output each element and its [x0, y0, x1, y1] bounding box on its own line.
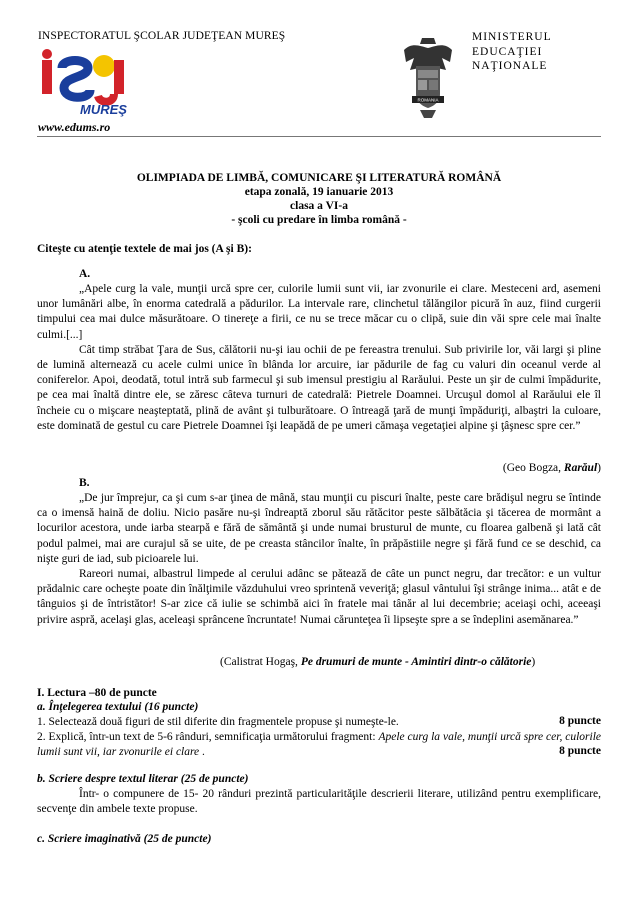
question-2-points: 8 puncte: [559, 745, 601, 757]
text-a-author: (Geo Bogza,: [502, 462, 564, 474]
text-b: [37, 491, 601, 628]
text-a: [37, 282, 601, 434]
text-b-author: (Calistrat Hogaş,: [220, 656, 301, 668]
section-1-title: I. Lectura –80 de puncte: [37, 687, 157, 699]
coat-of-arms-icon: [398, 32, 458, 124]
question-2-text: 2. Explică, într-un text de 5-6 rânduri, semnificaţia următorului fragment:: [37, 731, 379, 743]
text-b-label: B.: [79, 477, 90, 489]
grade: clasa a VI-a: [290, 200, 348, 212]
inspectorate-name: INSPECTORATUL ŞCOLAR JUDEŢEAN MUREŞ: [38, 30, 286, 42]
logo-text: MUREŞ: [80, 102, 127, 117]
subsection-b-title: b. Scriere despre textul literar (25 de puncte): [37, 773, 249, 785]
ministry-line-3: NAŢIONALE: [472, 60, 548, 72]
school-type: - şcoli cu predare în limba română -: [231, 214, 407, 226]
olympiad-title: OLIMPIADA DE LIMBĂ, COMUNICARE ŞI LITERATURĂ ROMÂNĂ: [136, 172, 502, 184]
question-1: 1. Selectează două figuri de stil diferite din fragmentele propuse şi numeşte-le.: [37, 716, 399, 728]
isj-mures-logo: [40, 48, 150, 118]
text-b-source: [220, 656, 535, 668]
question-1-points: 8 puncte: [559, 715, 601, 727]
text-b-close: ): [531, 656, 536, 668]
question-2: [37, 730, 601, 760]
ministry-name: [472, 30, 552, 74]
text-b-paragraph-2: Rareori numai, albastrul limpede al cerului adânc se pătează de câte un punct negru, dar trecător: e un vultur prădalnic care ocheşte poate din înălţimile văzduhului vreo sprintenă veveriţă; glasul vântului îşi strânge inima... atât e de tânguios şi de întristător! S-ar zice că iulie se schimbă aici în fratele mai tânăr al lui decembrie; aceiaşi ochi, aceeaşi privire aspră, acelaşi glas, aceleaşi sprâncene încruntate! Numai cărunteţea îi lipseşte spre a se îndeplini asemănarea.”: [37, 568, 601, 626]
header-divider: [37, 136, 601, 137]
website-link[interactable]: www.edums.ro: [38, 120, 111, 134]
crest-banner-text: ROMANIA: [417, 97, 439, 103]
text-a-close: ): [597, 462, 601, 474]
ministry-line-1: MINISTERUL: [472, 31, 552, 43]
text-b-paragraph-1: „De jur împrejur, ca şi cum s-ar ţinea de mână, stau munţii cu piscuri înalte, peste care brădişul negru se întinde ca o imensă haină de doliu. Nicio pasăre nu-şi îndreaptă zborul său rătăcitor peste sălbătăcia şi tăcerea de mormânt a locurilor acestora, unde iarba stearpă e fără de sământă şi unde numai brusturul de munte, cu floarea galbenă şi lată cât podul palmei, mai are curajul să se uite, de pe creasta stâncilor înalte, în prăpăstiile negre şi fără fund ce se deschid, ca nişte guri de iad, sub picioarele lui.: [37, 492, 601, 565]
reading-instruction: Citeşte cu atenţie textele de mai jos (A şi B):: [37, 243, 252, 255]
ministry-line-2: EDUCAŢIEI: [472, 45, 543, 58]
text-a-paragraph-2: Cât timp străbat Ţara de Sus, călătorii nu-şi iau ochii de pe fereastra trenului. Sub privirile lor, văi largi şi pline de lumină alternează cu acele culmi unice în blânda lor arcuire, iar pădurile de fag cu valuri din oceanul verde al coniferelor. Apoi, deodată, totul intră sub farmecul şi sub imensul prestigiu al Rarăului. Peste un şir de culmi împădurite, pe cea mai înaltă dintre ele, se zăresc câteva turnuri de catedrală: Pietrele Doamnei. Urcuşul domol al Rarăului ele îl încheie cu o mişcare neaşteptată, plină de avânt şi tulburătoare. O întreagă ţară de munţi împăduriţi, albaştri la culoare, este dominată de gestul cu care Pietrele Doamnei îşi leapădă de pe umeri cămaşa vegetaţiei alpine şi ţâşnesc spre cer.”: [37, 343, 601, 432]
text-a-paragraph-1: „Apele curg la vale, munţii urcă spre cer, culorile lumii sunt vii, iar zvonurile ei clare. Mesteceni ard, asemeni unor lumânări albe, în enorma catedrală a pădurilor. La intervale rare, clinchetul tălăngilor picură în auz, fiind curgerii timpului cea mai dulce măsurătoare. O tinereţe a firii, ce nu se trece măcar cu o clipă, suie din văi spre cele mai înalte culmi.[...]: [37, 283, 601, 341]
text-a-label: A.: [79, 268, 91, 280]
subsection-c-title: c. Scriere imaginativă (25 de puncte): [37, 833, 212, 845]
subsection-a-title: a. Înţelegerea textului (16 puncte): [37, 701, 199, 713]
question-2-end: .: [199, 746, 205, 758]
text-b-work: Pe drumuri de munte - Amintiri dintr-o călătorie: [300, 656, 532, 668]
text-a-work: Rarăul: [563, 462, 598, 474]
stage-date: etapa zonală, 19 ianuarie 2013: [244, 186, 394, 198]
text-a-source: [503, 462, 601, 474]
question-2-quote: Apele curg la vale, munţii urcă spre cer, culorile lumii sunt vii, iar zvonurile ei clare: [37, 731, 601, 758]
subsection-b-text: Într- o compunere de 15- 20 rânduri prezintă particularităţile descrierii literare, utilizând pentru exemplificare, secvenţe din ambele texte propuse.: [37, 788, 601, 815]
